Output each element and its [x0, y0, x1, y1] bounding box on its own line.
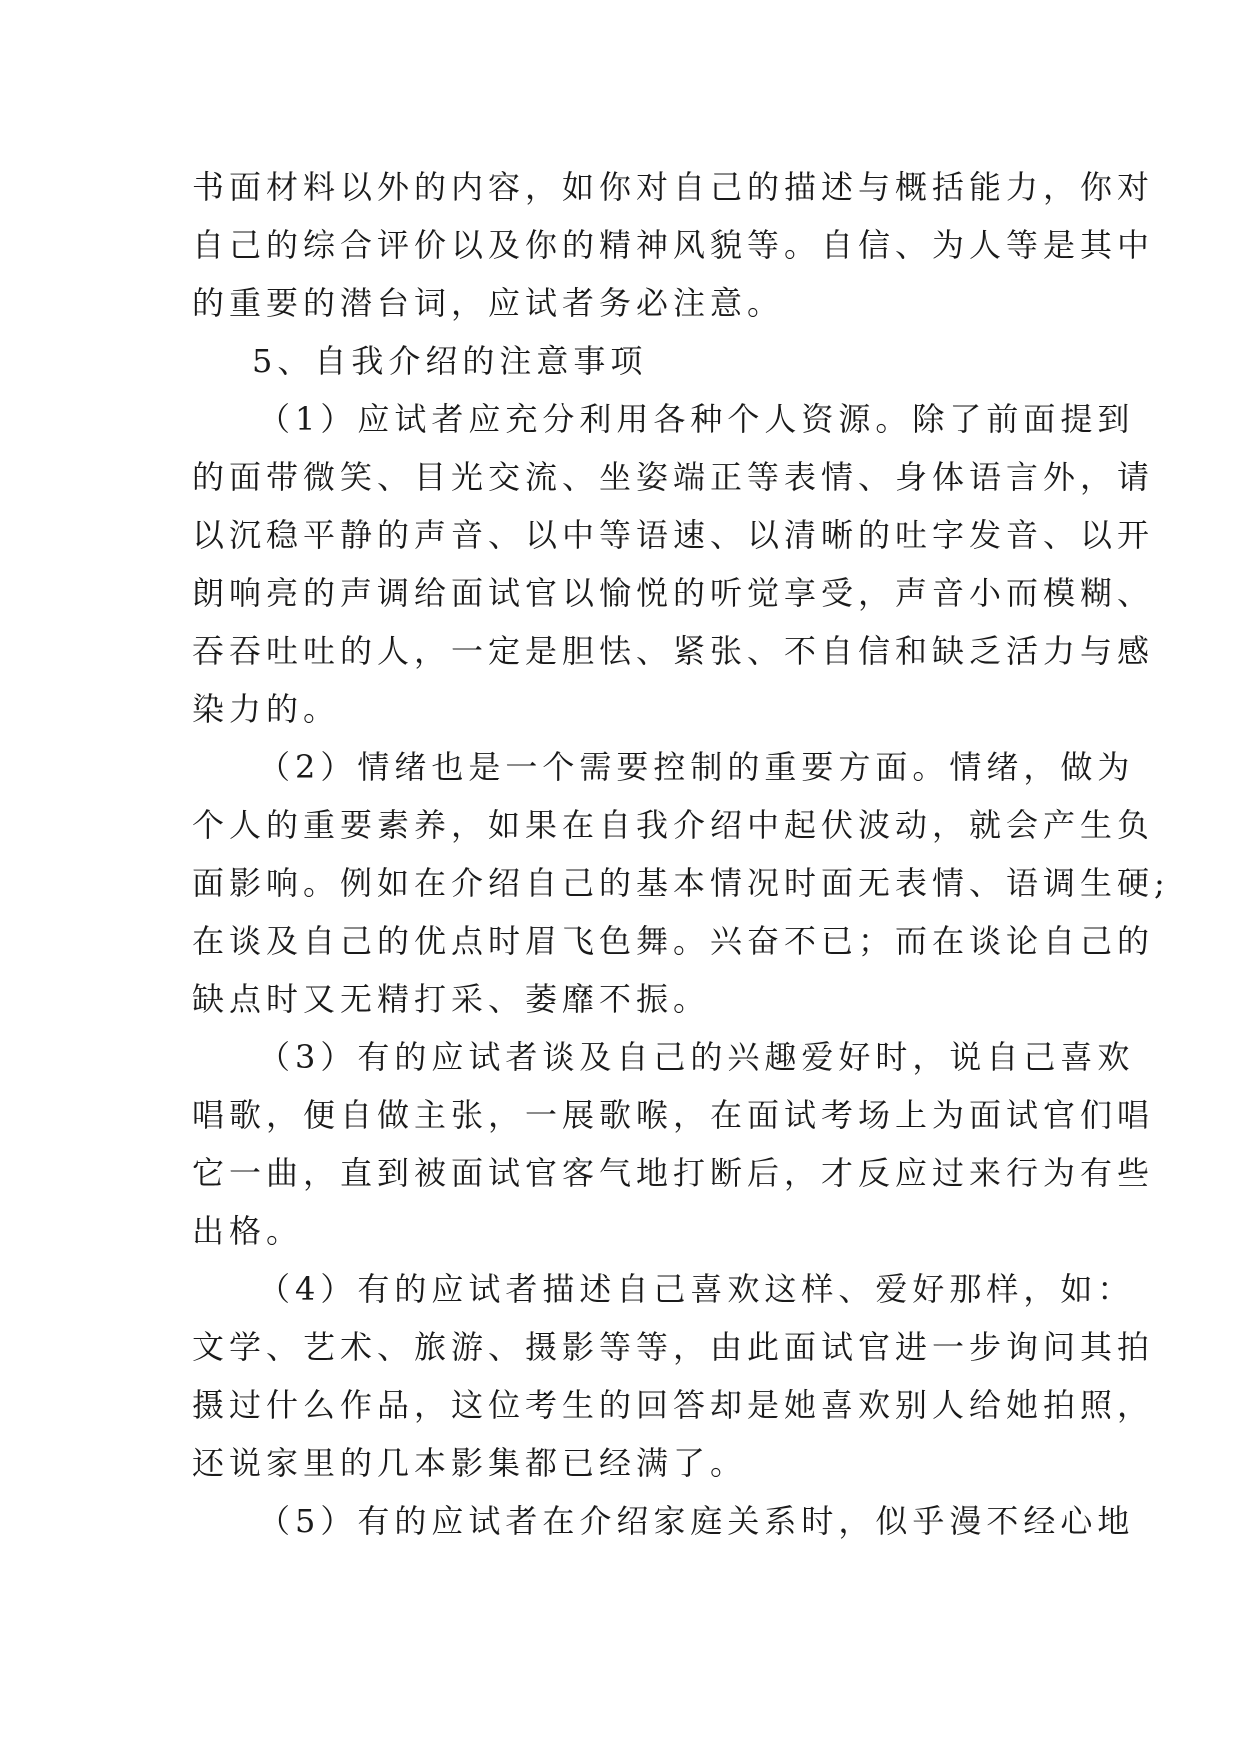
text-line: （1）应试者应充分利用各种个人资源。除了前面提到	[258, 400, 1135, 438]
text-line: 书面材料以外的内容，如你对自己的描述与概括能力，你对	[192, 168, 1155, 206]
text-line: 的重要的潜台词，应试者务必注意。	[192, 284, 785, 322]
text-line: （2）情绪也是一个需要控制的重要方面。情绪，做为	[258, 748, 1135, 786]
text-line: 唱歌，便自做主张，一展歌喉，在面试考场上为面试官们唱	[192, 1096, 1155, 1134]
text-line: 面影响。例如在介绍自己的基本情况时面无表情、语调生硬;	[192, 864, 1170, 902]
text-line: （5）有的应试者在介绍家庭关系时，似乎漫不经心地	[258, 1502, 1135, 1540]
text-line: 缺点时又无精打采、萎靡不振。	[192, 980, 711, 1018]
document-body	[192, 158, 1170, 1550]
text-line: 还说家里的几本影集都已经满了。	[192, 1444, 748, 1482]
paragraph-item-1	[192, 390, 1155, 738]
text-line: （3）有的应试者谈及自己的兴趣爱好时，说自己喜欢	[258, 1038, 1135, 1076]
text-line: 摄过什么作品，这位考生的回答却是她喜欢别人给她拍照，	[192, 1386, 1155, 1424]
text-line: （4）有的应试者描述自己喜欢这样、爱好那样，如：	[258, 1270, 1135, 1308]
text-line: 出格。	[192, 1212, 304, 1250]
text-line: 个人的重要素养，如果在自我介绍中起伏波动，就会产生负	[192, 806, 1155, 844]
text-line: 它一曲，直到被面试官客气地打断后，才反应过来行为有些	[192, 1154, 1155, 1192]
text-line: 以沉稳平静的声音、以中等语速、以清晰的吐字发音、以开	[192, 516, 1155, 554]
text-line: 染力的。	[192, 690, 341, 728]
section-heading-text: 5、自我介绍的注意事项	[252, 342, 648, 380]
text-line: 朗响亮的声调给面试官以愉悦的听觉享受，声音小而模糊、	[192, 574, 1155, 612]
paragraph-item-2	[192, 738, 1170, 1028]
paragraph-intro-continued	[192, 158, 1155, 332]
text-line: 的面带微笑、目光交流、坐姿端正等表情、身体语言外，请	[192, 458, 1155, 496]
paragraph-item-5	[192, 1492, 1135, 1550]
section-heading	[192, 332, 1072, 390]
text-line: 在谈及自己的优点时眉飞色舞。兴奋不已；而在谈论自己的	[192, 922, 1155, 960]
text-line: 自己的综合评价以及你的精神风貌等。自信、为人等是其中	[192, 226, 1155, 264]
text-line: 吞吞吐吐的人，一定是胆怯、紧张、不自信和缺乏活力与感	[192, 632, 1155, 670]
paragraph-item-3	[192, 1028, 1155, 1260]
text-line: 文学、艺术、旅游、摄影等等，由此面试官进一步询问其拍	[192, 1328, 1155, 1366]
paragraph-item-4	[192, 1260, 1155, 1492]
